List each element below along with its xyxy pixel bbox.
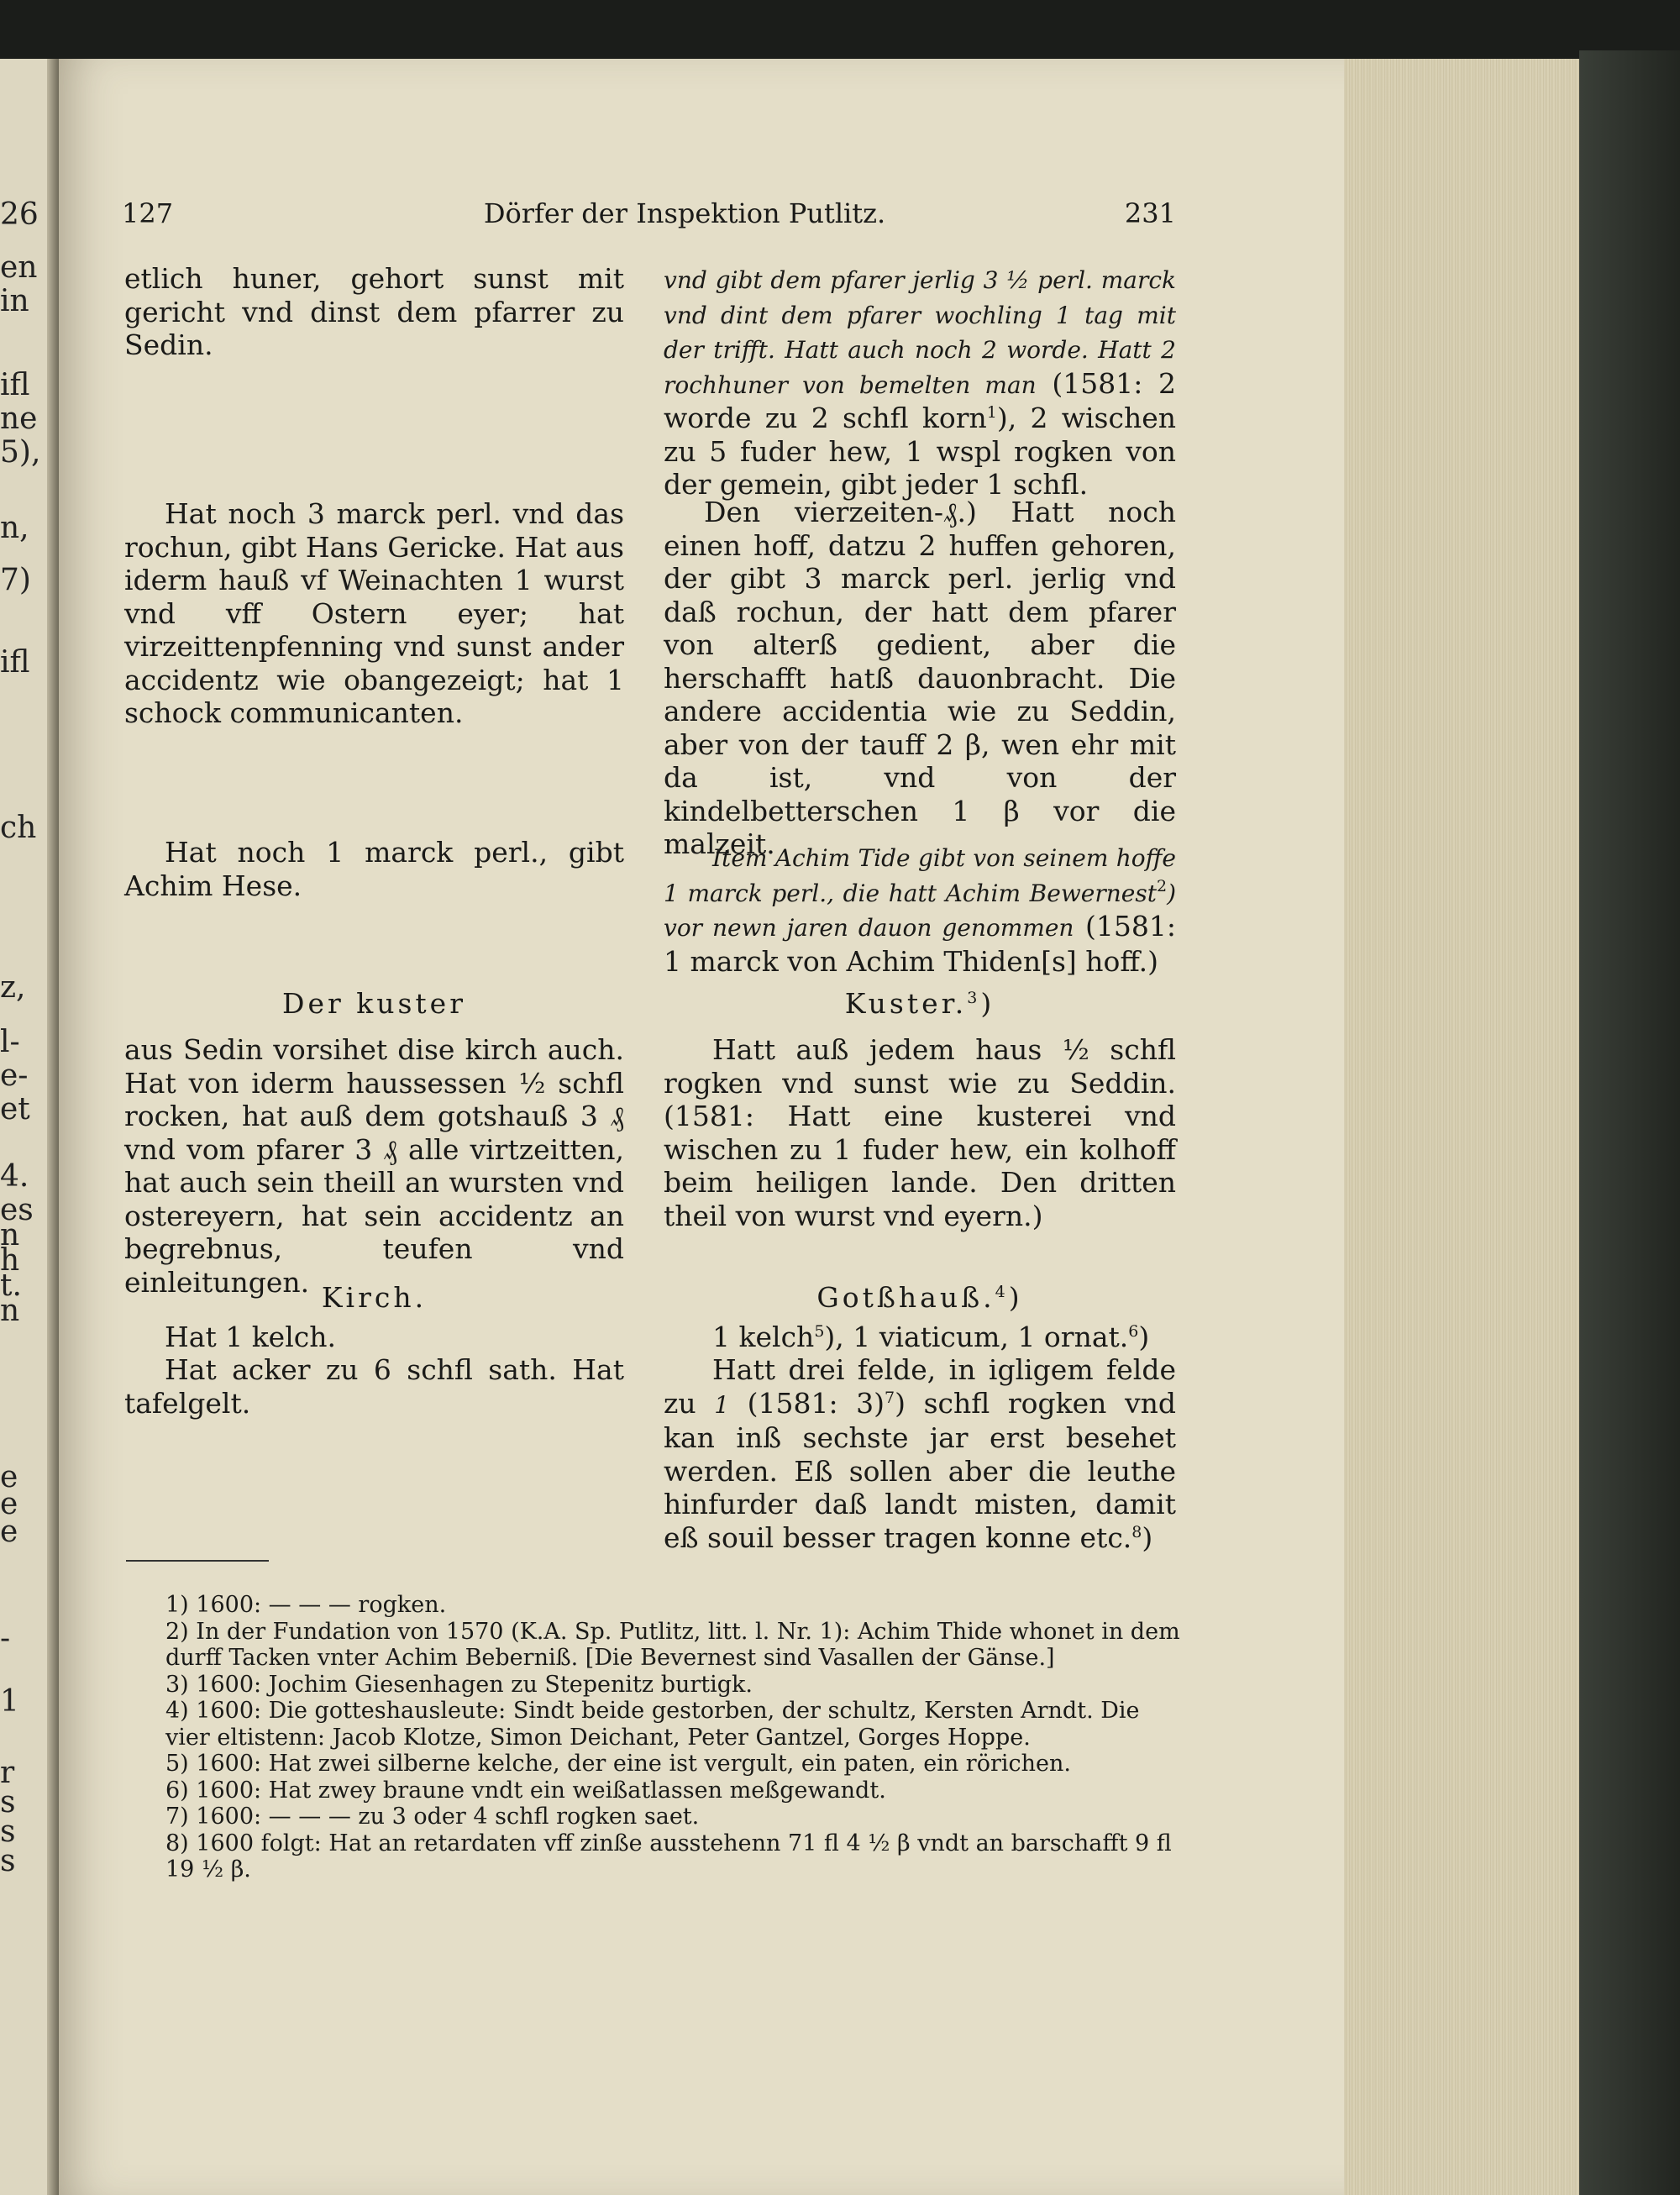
right-para-1-b: ), 2 wischen zu 5 fuder hew, 1 wspl rogken von der gemein, gibt jeder 1 schfl. — [664, 402, 1176, 501]
footnotes — [118, 1592, 1184, 1883]
right-para-5-a: 1 kelch — [712, 1321, 815, 1353]
footnote-2: 2) In der Fundation von 1570 (K.A. Sp. Putlitz, litt. l. Nr. 1): Achim Thide whonet in dem durff Tacken vnter Achim Beberniß. [Die Bevernest sind Vasallen der Gänse.] — [165, 1618, 1180, 1671]
footnote-rule — [126, 1560, 269, 1562]
adjacent-fragment: n — [0, 1294, 20, 1328]
adjacent-fragment: h — [0, 1243, 20, 1278]
footnote-7: 7) 1600: — — — zu 3 oder 4 schfl rogken saet. — [165, 1804, 700, 1830]
right-heading-gotshaus — [664, 1281, 1176, 1315]
left-para-4: aus Sedin vorsihet dise kirch auch. Hat von iderm haussessen ½ schfl rocken, hat auß dem gotshauß 3 ₰ vnd vom pfarer 3 ₰ alle virtzeitten, hat auch sein theill an wursten vnd ostereyern, hat sein accidentz an begrebnus, teufen vnd einleitungen. — [124, 1033, 624, 1299]
adjacent-fragment: s — [0, 1844, 16, 1878]
right-para-6-italic: 1 — [714, 1390, 730, 1419]
adjacent-fragment: es — [0, 1193, 34, 1227]
adjacent-fragment: s — [0, 1814, 16, 1849]
adjacent-fragment: ch — [0, 811, 37, 845]
right-heading-kuster-close: ) — [980, 987, 995, 1020]
right-para-6-b: (1581: 3) — [729, 1386, 885, 1420]
adjacent-fragment: 7) — [0, 563, 31, 597]
adjacent-fragment: r — [0, 1756, 15, 1790]
adjacent-fragment: 5), — [0, 435, 41, 470]
left-heading-kirch: Kirch. — [321, 1281, 428, 1314]
adjacent-fragment: - — [0, 1621, 11, 1656]
adjacent-fragment: e — [0, 1487, 18, 1521]
page-edges-stack — [1344, 59, 1596, 2195]
left-para-1: etlich huner, gehort sunst mit gericht vnd dinst dem pfarrer zu Sedin. — [124, 262, 624, 361]
running-title: Dörfer der Inspektion Putlitz. — [483, 197, 886, 229]
right-para-3-italic-a: Item Achim Tide gibt von seinem hoffe 1 marck perl., die hatt Achim Bewernest — [664, 844, 1176, 907]
right-para-1-a: (1581: 2 worde zu 2 schfl korn — [664, 366, 1176, 434]
adjacent-fragment: in — [0, 284, 29, 318]
footnote-1: 1) 1600: — — — rogken. — [165, 1592, 447, 1618]
adjacent-fragment: ne — [0, 402, 38, 436]
footnote-4: 4) 1600: Die gotteshausleute: Sindt beide gestorben, der schultz, Kersten Arndt. Die vier eltistenn: Jacob Klotze, Simon Deichant, Peter Gantzel, Gorges Hoppe. — [165, 1698, 1140, 1751]
adjacent-fragment: 1 — [0, 1684, 19, 1719]
footnote-ref-2: 2 — [1156, 876, 1168, 895]
adjacent-fragment: e — [0, 1460, 18, 1494]
adjacent-fragment: z, — [0, 970, 26, 1005]
adjacent-fragment: s — [0, 1785, 16, 1820]
footnote-6: 6) 1600: Hat zwey braune vndt ein weißatlassen meßgewandt. — [165, 1777, 886, 1804]
adjacent-fragment: l- — [0, 1025, 20, 1059]
right-para-3-italic-b: ) vor newn jaren dauon genommen — [664, 879, 1176, 942]
right-para-3 — [664, 840, 1176, 978]
left-gutter-shadow — [47, 59, 59, 2195]
footnote-3: 3) 1600: Jochim Giesenhagen zu Stepenitz burtigk. — [165, 1671, 753, 1698]
footnote-8: 8) 1600 folgt: Hat an retardaten vff zinße ausstehenn 71 fl 4 ½ β vndt an barschafft 9 fl 19 ½ β. — [165, 1830, 1172, 1883]
left-heading-kuster: Der kuster — [281, 987, 466, 1020]
right-heading-kuster-text: Kuster. — [844, 987, 968, 1020]
left-para-2: Hat noch 3 marck perl. vnd das rochun, gibt Hans Gericke. Hat aus iderm hauß vf Weinachten 1 wurst vnd vff Ostern eyer; hat virzeittenpfenning vnd sunst ander accidentz wie obangezeigt; hat 1 schock communicanten. — [124, 497, 624, 729]
left-para-3: Hat noch 1 marck perl., gibt Achim Hese. — [124, 836, 624, 902]
footnote-5: 5) 1600: Hat zwei silberne kelche, der eine ist vergult, ein paten, ein rörichen. — [165, 1751, 1071, 1777]
left-para-6: Hat acker zu 6 schfl sath. Hat tafelgelt. — [124, 1353, 624, 1420]
left-page-number: 127 — [122, 197, 174, 229]
adjacent-fragment: 26 — [0, 197, 39, 232]
footnote-ref-3: 3 — [967, 989, 981, 1007]
adjacent-fragment: t. — [0, 1268, 22, 1303]
footnote-ref-5: 5 — [814, 1322, 825, 1341]
right-para-4: Hatt auß jedem haus ½ schfl rogken vnd sunst wie zu Seddin. (1581: Hatt eine kusterei vnd wischen zu 1 fuder hew, ein kolhoff beim heiligen lande. Den dritten theil von wurst vnd eyern.) — [664, 1033, 1176, 1232]
right-para-3-c: (1581: 1 marck von Achim Thiden[s] hoff.) — [664, 910, 1176, 978]
adjacent-fragment: en — [0, 250, 38, 285]
adjacent-fragment: n — [0, 1218, 20, 1252]
adjacent-fragment: 4. — [0, 1159, 29, 1194]
right-para-1 — [664, 262, 1176, 501]
footnote-ref-4: 4 — [995, 1283, 1009, 1301]
right-para-5-b: ), 1 viaticum, 1 ornat. — [824, 1321, 1129, 1353]
right-heading-gotshaus-close: ) — [1008, 1281, 1023, 1314]
right-para-6-d: ) — [1142, 1520, 1153, 1554]
footnote-ref-6: 6 — [1128, 1322, 1139, 1341]
right-para-6 — [664, 1353, 1176, 1554]
footnote-ref-1: 1 — [986, 403, 997, 422]
right-page-number: 231 — [1124, 197, 1176, 229]
right-para-6-a: Hatt drei felde, in igligem felde zu — [664, 1353, 1176, 1420]
adjacent-fragment: ifl — [0, 368, 30, 402]
right-para-1-italic: vnd gibt dem pfarer jerlig 3 ½ perl. marck vnd dint dem pfarer wochling 1 tag mit der trifft. Hatt auch noch 2 worde. Hatt 2 rochhuner von bemelten man — [664, 266, 1176, 399]
footnote-ref-8: 8 — [1131, 1522, 1142, 1541]
adjacent-fragment: n, — [0, 511, 29, 545]
book-cover-edge — [1579, 50, 1680, 2195]
footnote-ref-7: 7 — [885, 1388, 895, 1407]
right-para-6-c: ) schfl rogken vnd kan inß sechste jar erst besehet werden. Eß sollen aber die leuthe hinfurder daß landt misten, damit eß souil besser tragen konne etc. — [664, 1386, 1176, 1554]
right-para-2: Den vierzeiten-₰.) Hatt noch einen hoff, datzu 2 huffen gehoren, der gibt 3 marck perl. jerlig vnd daß rochun, der hatt dem pfarer von alterß gedient, aber die herschafft hatß dauonbracht. Die andere accidentia wie zu Seddin, aber von der tauff 2 β, wen ehr mit da ist, vnd von der kindelbetterschen 1 β vor die malzeit. — [664, 496, 1176, 860]
adjacent-page-sliver — [0, 59, 59, 2195]
right-para-5 — [664, 1321, 1176, 1354]
left-para-5: Hat 1 kelch. — [165, 1321, 336, 1353]
adjacent-fragment: e — [0, 1515, 18, 1549]
right-heading-gotshaus-text: Gotßhauß. — [816, 1281, 995, 1314]
right-para-5-c: ) — [1138, 1321, 1150, 1353]
adjacent-fragment: ifl — [0, 645, 30, 680]
adjacent-fragment: et — [0, 1092, 30, 1126]
right-heading-kuster — [664, 987, 1176, 1021]
adjacent-fragment: e- — [0, 1058, 29, 1093]
